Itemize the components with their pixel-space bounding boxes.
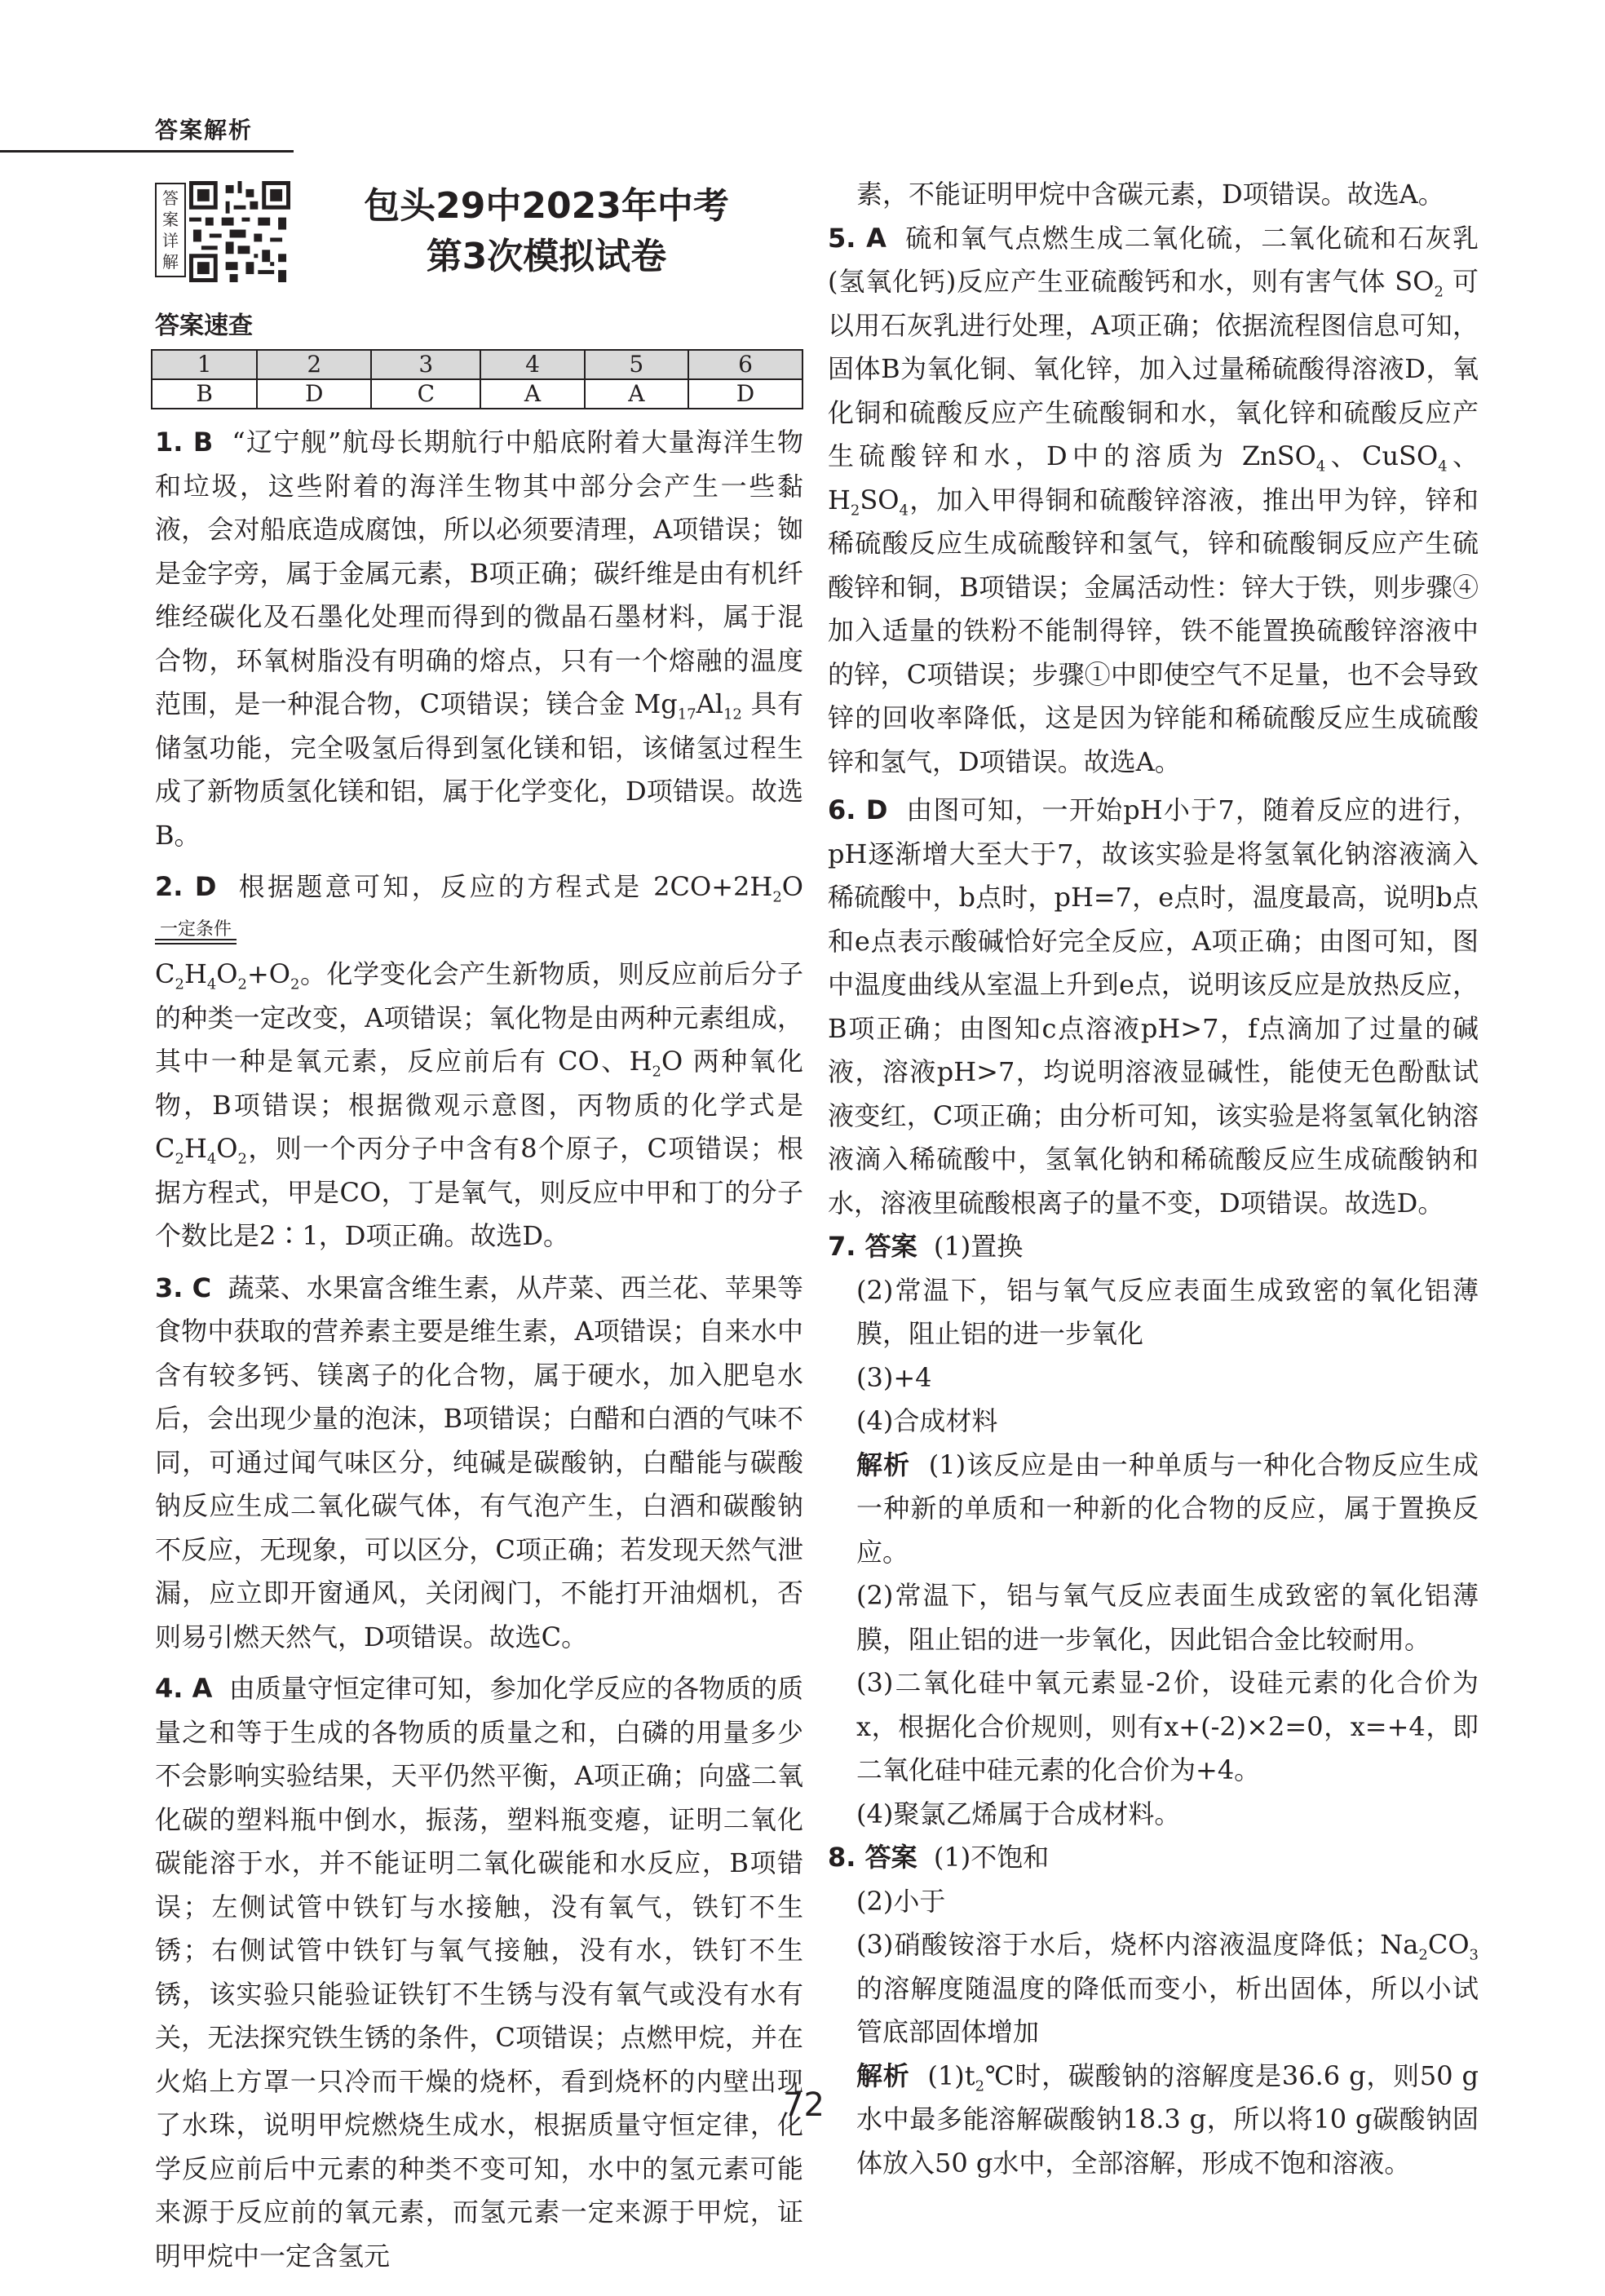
title-block bbox=[155, 181, 803, 303]
exam-title-line2: 第3次模拟试卷 bbox=[426, 236, 667, 277]
subscript: 3 bbox=[1469, 1946, 1479, 1964]
answer-4-text: 由质量守恒定律可知，参加化学反应的各物质的质量之和等于生成的各物质的质量之和，白磷的用量多少不会影响实验结果，天平仍然平衡，A项正确；向盛二氧化碳的塑料瓶中倒水，振荡，塑料瓶变瘪，证明二氧化碳能溶于水，并不能证明二氧化碳能和水反应，B项错误；左侧试管中铁钉与水接触，没有氧气，铁钉不生锈；右侧试管中铁钉与氧气接触，没有水，铁钉不生锈，该实验只能验证铁钉不生锈与没有氧气或没有水有关，无法探究铁生锈的条件，C项错误；点燃甲烷，并在火焰上方罩一只冷而干燥的烧杯，看到烧杯的内壁出现了水珠，说明甲烷燃烧生成水，根据质量守恒定律，化学反应前后中元素的种类不变可知，水中的氢元素可能来源于反应前的氧元素，而氢元素一定来源于甲烷，证明甲烷中一定含氢元 bbox=[155, 1673, 803, 2272]
answer-7-number: 7. 答案 bbox=[828, 1231, 917, 1262]
subscript: 4 bbox=[1438, 458, 1448, 476]
answer-5-text-end: ，加入甲得铜和硫酸锌溶液，推出甲为锌，锌和稀硫酸反应生成硫酸锌和氢气，锌和硫酸铜反应产生硫酸锌和铜，B项错误；金属活动性：锌大于铁，则步骤④加入适量的铁粉不能制得锌，铁不能置换硫酸锌溶液中的锌，C项错误；步骤①中即使空气不足量，也不会导致锌的回收率降低，这是因为锌能和稀硫酸反应生成硫酸锌和氢气，D项错误。故选A。 bbox=[828, 484, 1479, 777]
quick-answer-heading: 答案速查 bbox=[155, 312, 253, 340]
formula-part: Al bbox=[696, 688, 723, 719]
answer-7-label bbox=[828, 1225, 1479, 1269]
formula-part: H bbox=[183, 1133, 207, 1164]
qans: D bbox=[257, 379, 371, 409]
answer-3-text: 蔬菜、水果富含维生素，从芹菜、西兰花、苹果等食物中获取的营养素主要是维生素，A项错误；自来水中含有较多钙、镁离子的化合物，属于硬水，加入肥皂水后，会出现少量的泡沫，B项错误；白醋和白酒的气味不同，可通过闻气味区分，纯碱是碳酸钠，白醋能与碳酸钠反应生成二氧化碳气体，有气泡产生，白酒和碳酸钠不反应，无现象，可以区分，C项正确；若发现天然气泄漏，应立即开窗通风，关闭阀门，不能打开油烟机，否则易引燃天然气，D项错误。故选C。 bbox=[155, 1272, 804, 1652]
answer-8-number: 8. 答案 bbox=[828, 1842, 917, 1873]
qnum: 4 bbox=[480, 350, 584, 379]
answer-2-text-end: ，则一个丙分子中含有8个原子，C项错误；根据方程式，甲是CO，丁是氧气，则反应中甲和丁的分子个数比是2∶1，D项正确。故选D。 bbox=[155, 1133, 803, 1251]
qnum: 1 bbox=[152, 350, 257, 379]
analysis-7-part2: (2)常温下，铝与氧气反应表面生成致密的氧化铝薄膜，阻止铝的进一步氧化，因此铝合金比较耐用。 bbox=[856, 1580, 1479, 1655]
subscript: 2 bbox=[772, 888, 782, 906]
qr-label: 答案详解 bbox=[155, 183, 186, 277]
subscript: 2 bbox=[850, 501, 860, 519]
answer-8-part3-text-end: 的溶解度随温度的降低而变小，析出固体，所以小试管底部固体增加 bbox=[856, 1972, 1479, 2047]
page-number: 72 bbox=[783, 2086, 825, 2124]
subscript: 2 bbox=[290, 975, 300, 993]
answer-1-text: “辽宁舰”航母长期航行中船底附着大量海洋生物和垃圾，这些附着的海洋生物其中部分会产生一些黏液，会对船底造成腐蚀，所以必须要清理，A项错误；铷是金字旁，属于金属元素，B项正确；碳纤维是由有机纤维经碳化及石墨化处理而得到的微晶石墨材料，属于混合物，环氧树脂没有明确的熔点，只有一个熔融的温度范围，是一种混合物，C项错误；镁合金 Mg bbox=[155, 427, 804, 719]
section-header: 答案解析 bbox=[155, 117, 254, 144]
answer-5 bbox=[828, 217, 1479, 785]
subscript: 2 bbox=[237, 975, 247, 993]
formula-part: O bbox=[781, 871, 804, 902]
answer-2 bbox=[155, 865, 803, 1259]
answer-4-continued: 素，不能证明甲烷中含碳元素，D项错误。故选A。 bbox=[856, 179, 1444, 210]
subscript: 2 bbox=[975, 2077, 985, 2095]
subscript: 17 bbox=[677, 706, 696, 723]
analysis-tag: 解析 bbox=[856, 2059, 910, 2091]
qnum: 3 bbox=[371, 350, 480, 379]
qnum: 2 bbox=[257, 350, 371, 379]
analysis-8 bbox=[828, 2055, 1479, 2186]
answer-7-part4: (4)合成材料 bbox=[856, 1405, 998, 1436]
analysis-7 bbox=[828, 1444, 1479, 1575]
left-column bbox=[155, 181, 803, 2278]
subscript: 4 bbox=[206, 975, 217, 993]
answer-8-label bbox=[828, 1836, 1479, 1880]
exam-title bbox=[318, 181, 775, 282]
formula-part: CO bbox=[1427, 1929, 1470, 1960]
answer-2-text: 。化学变化会产生新物质，则反应前后分子的种类一定改变，A项错误；氧化物是由两种元素组成，其中一种是氧元素，反应前后有 CO、H bbox=[155, 958, 803, 1077]
subscript: 2 bbox=[175, 1150, 184, 1168]
answer-6 bbox=[828, 789, 1479, 1225]
exam-title-line1: 包头29中2023年中考 bbox=[364, 185, 729, 227]
answer-2-text: 根据题意可知，反应的方程式是 2CO+2H bbox=[238, 871, 773, 902]
subscript: 2 bbox=[1418, 1946, 1428, 1964]
subscript: 2 bbox=[1434, 283, 1444, 301]
analysis-8-text: (1)t bbox=[927, 2059, 975, 2091]
answer-7-part1: (1)置换 bbox=[933, 1231, 1024, 1262]
qnum: 5 bbox=[585, 350, 688, 379]
formula-part: 、H bbox=[828, 440, 1479, 515]
analysis-7-part1: (1)该反应是由一种单质与一种化合物反应生成一种新的单质和一种新的化合物的反应，属于置换反应。 bbox=[856, 1449, 1479, 1568]
answer-3 bbox=[155, 1267, 803, 1660]
answer-4-number: 4. A bbox=[155, 1673, 213, 1704]
quick-answer-table bbox=[151, 349, 803, 409]
subscript: 2 bbox=[652, 1063, 661, 1081]
answer-7-part2: (2)常温下，铝与氧气反应表面生成致密的氧化铝薄膜，阻止铝的进一步氧化 bbox=[856, 1274, 1479, 1349]
analysis-8-text-end: ℃时，碳酸钠的溶解度是36.6 g，则50 g水中最多能溶解碳酸钠18.3 g，所以将10 g碳酸钠固体放入50 g水中，全部溶解，形成不饱和溶液。 bbox=[856, 2059, 1479, 2179]
answer-8-part1: (1)不饱和 bbox=[933, 1842, 1050, 1873]
formula-part: C bbox=[155, 958, 175, 989]
qans: B bbox=[152, 379, 257, 409]
answer-3-number: 3. C bbox=[155, 1272, 212, 1303]
analysis-tag: 解析 bbox=[856, 1449, 911, 1480]
answer-2-number: 2. D bbox=[155, 871, 217, 902]
subscript: 4 bbox=[206, 1150, 217, 1168]
formula-part: +O bbox=[246, 958, 291, 989]
subscript: 2 bbox=[237, 1150, 247, 1168]
qans: A bbox=[585, 379, 688, 409]
right-column bbox=[828, 173, 1479, 2185]
answer-6-text: 由图可知，一开始pH小于7，随着反应的进行，pH逐渐增大至大于7，故该实验是将氢氧化钠溶液滴入稀硫酸中，b点时，pH=7，e点时，温度最高，说明b点和e点表示酸碱恰好完全反应，A项正确；由图可知，图中温度曲线从室温上升到e点，说明该反应是放热反应，B项正确；由图知c点溶液pH>7，f点滴加了过量的碱液，溶液pH>7，均说明溶液显碱性，能使无色酚酞试液变红，C项正确；由分析可知，该实验是将氢氧化钠溶液滴入稀硫酸中，氢氧化钠和稀硫酸反应生成硫酸钠和水，溶液里硫酸根离子的量不变，D项错误。故选D。 bbox=[828, 794, 1479, 1219]
answer-4 bbox=[155, 1667, 803, 2278]
answer-6-number: 6. D bbox=[828, 794, 888, 825]
analysis-7-part4: (4)聚氯乙烯属于合成材料。 bbox=[856, 1798, 1181, 1829]
answer-5-text: 可以用石灰乳进行处理，A项正确；依据流程图信息可知，固体B为氧化铜、氧化锌，加入过量稀硫酸得溶液D，氧化铜和硫酸反应产生硫酸铜和水，氧化锌和硫酸反应产生硫酸锌和水，D中的溶质为 ZnSO bbox=[828, 266, 1479, 471]
qnum: 6 bbox=[688, 350, 802, 379]
header-rule bbox=[0, 150, 294, 153]
answer-5-text: 硫和氧气点燃生成二氧化硫，二氧化硫和石灰乳(氢氧化钙)反应产生亚硫酸钙和水，则有害气体 SO bbox=[828, 222, 1479, 297]
formula-part: H bbox=[183, 958, 207, 989]
qans: A bbox=[480, 379, 584, 409]
answer-7-part3: (3)+4 bbox=[856, 1361, 932, 1393]
analysis-7-part3: (3)二氧化硅中氧元素显-2价，设硅元素的化合价为x，根据化合价规则，则有x+(-2)×2=0，x=+4，即二氧化硅中硅元素的化合价为+4。 bbox=[856, 1667, 1479, 1785]
subscript: 12 bbox=[723, 706, 742, 723]
answer-1 bbox=[155, 421, 803, 857]
formula-part: SO bbox=[860, 484, 900, 515]
reaction-condition: 一定条件 bbox=[155, 921, 237, 940]
qr-code-icon[interactable] bbox=[189, 181, 290, 282]
answer-1-number: 1. B bbox=[155, 427, 214, 458]
qans: D bbox=[688, 379, 802, 409]
answer-5-number: 5. A bbox=[828, 222, 887, 254]
subscript: 4 bbox=[899, 501, 909, 519]
subscript: 4 bbox=[1315, 458, 1326, 476]
qans: C bbox=[371, 379, 480, 409]
answer-8-part3-text: (3)硝酸铵溶于水后，烧杯内溶液温度降低；Na bbox=[856, 1929, 1419, 1960]
answer-2-text: O 两种氧化物，B项错误；根据微观示意图，丙物质的化学式是 C bbox=[155, 1046, 803, 1164]
answer-8-part2: (2)小于 bbox=[856, 1885, 946, 1917]
answer-8-part3 bbox=[828, 1923, 1479, 2055]
formula-part: O bbox=[216, 1133, 238, 1164]
formula-part: 、CuSO bbox=[1325, 440, 1439, 471]
formula-part: O bbox=[216, 958, 238, 989]
answer-1-text-end: 具有储氢功能，完全吸氢后得到氢化镁和铝，该储氢过程生成了新物质氢化镁和铝，属于化学变化，D项错误。故选B。 bbox=[155, 688, 803, 851]
subscript: 2 bbox=[175, 975, 184, 993]
